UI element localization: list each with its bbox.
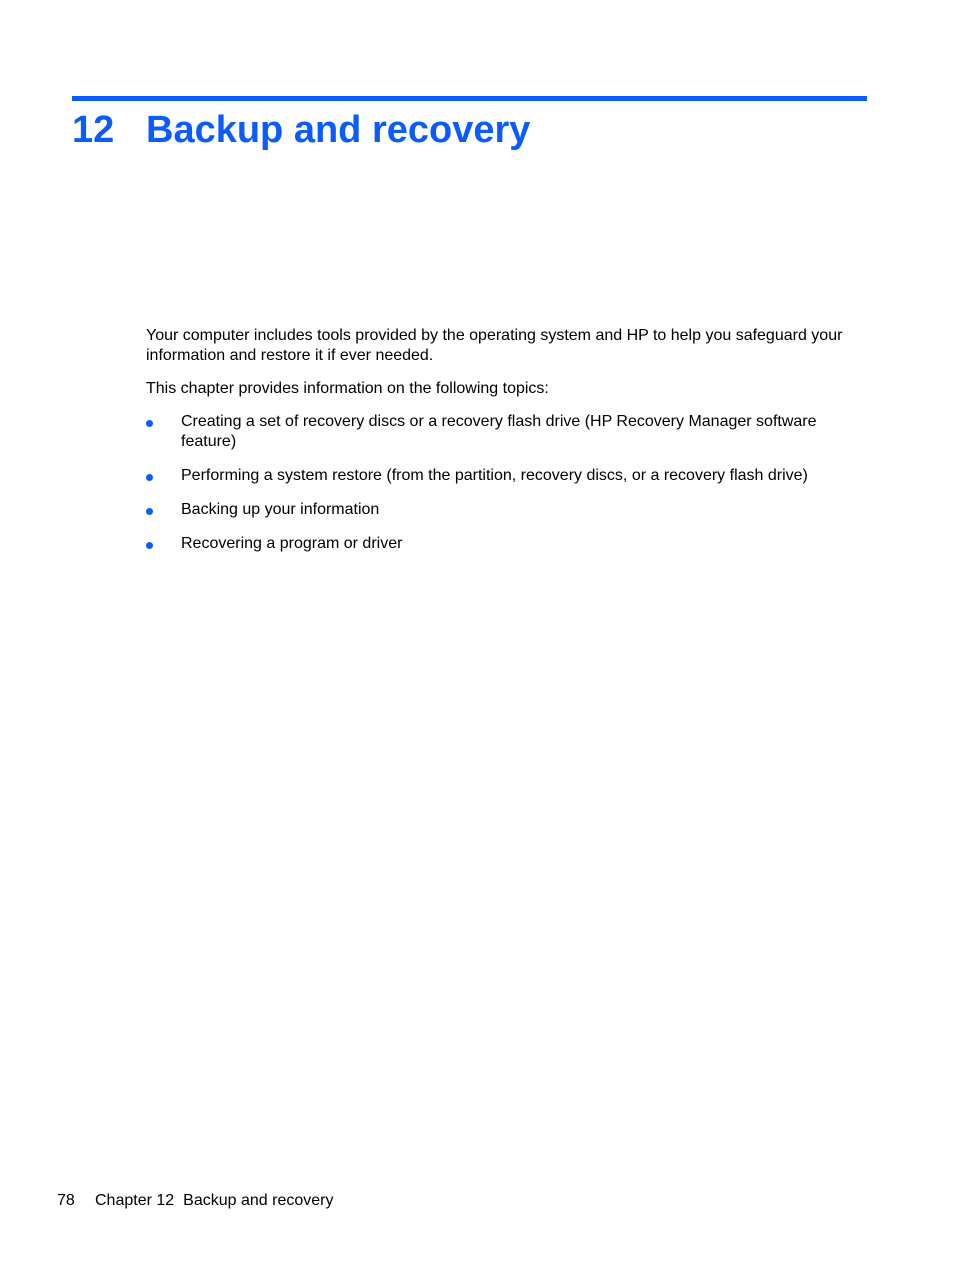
footer-chapter-label: Chapter 12 [95, 1192, 175, 1209]
list-item [146, 412, 858, 452]
list-item [146, 534, 858, 554]
bullet-icon [146, 542, 153, 549]
list-item-text: Recovering a program or driver [181, 535, 403, 552]
list-item-text: Creating a set of recovery discs or a recovery flash drive (HP Recovery Manager software feature) [181, 413, 817, 450]
chapter-body [146, 326, 858, 568]
chapter-number: 12 [72, 109, 115, 151]
page-number: 78 [57, 1192, 75, 1209]
footer-chapter-title: Backup and recovery [183, 1192, 334, 1209]
topics-list [146, 412, 858, 554]
topics-lead-paragraph: This chapter provides information on the following topics: [146, 380, 549, 397]
intro-paragraph: Your computer includes tools provided by the operating system and HP to help you safeguard your information and restore it if ever needed. [146, 327, 843, 364]
chapter-title: Backup and recovery [146, 109, 531, 151]
list-item [146, 500, 858, 520]
bullet-icon [146, 420, 153, 427]
list-item-text: Backing up your information [181, 501, 380, 518]
chapter-heading-rule [72, 96, 867, 101]
list-item-text: Performing a system restore (from the partition, recovery discs, or a recovery flash drive) [181, 467, 808, 484]
bullet-icon [146, 474, 153, 481]
page-footer [57, 1191, 333, 1211]
bullet-icon [146, 508, 153, 515]
chapter-heading [72, 106, 530, 154]
list-item [146, 466, 858, 486]
